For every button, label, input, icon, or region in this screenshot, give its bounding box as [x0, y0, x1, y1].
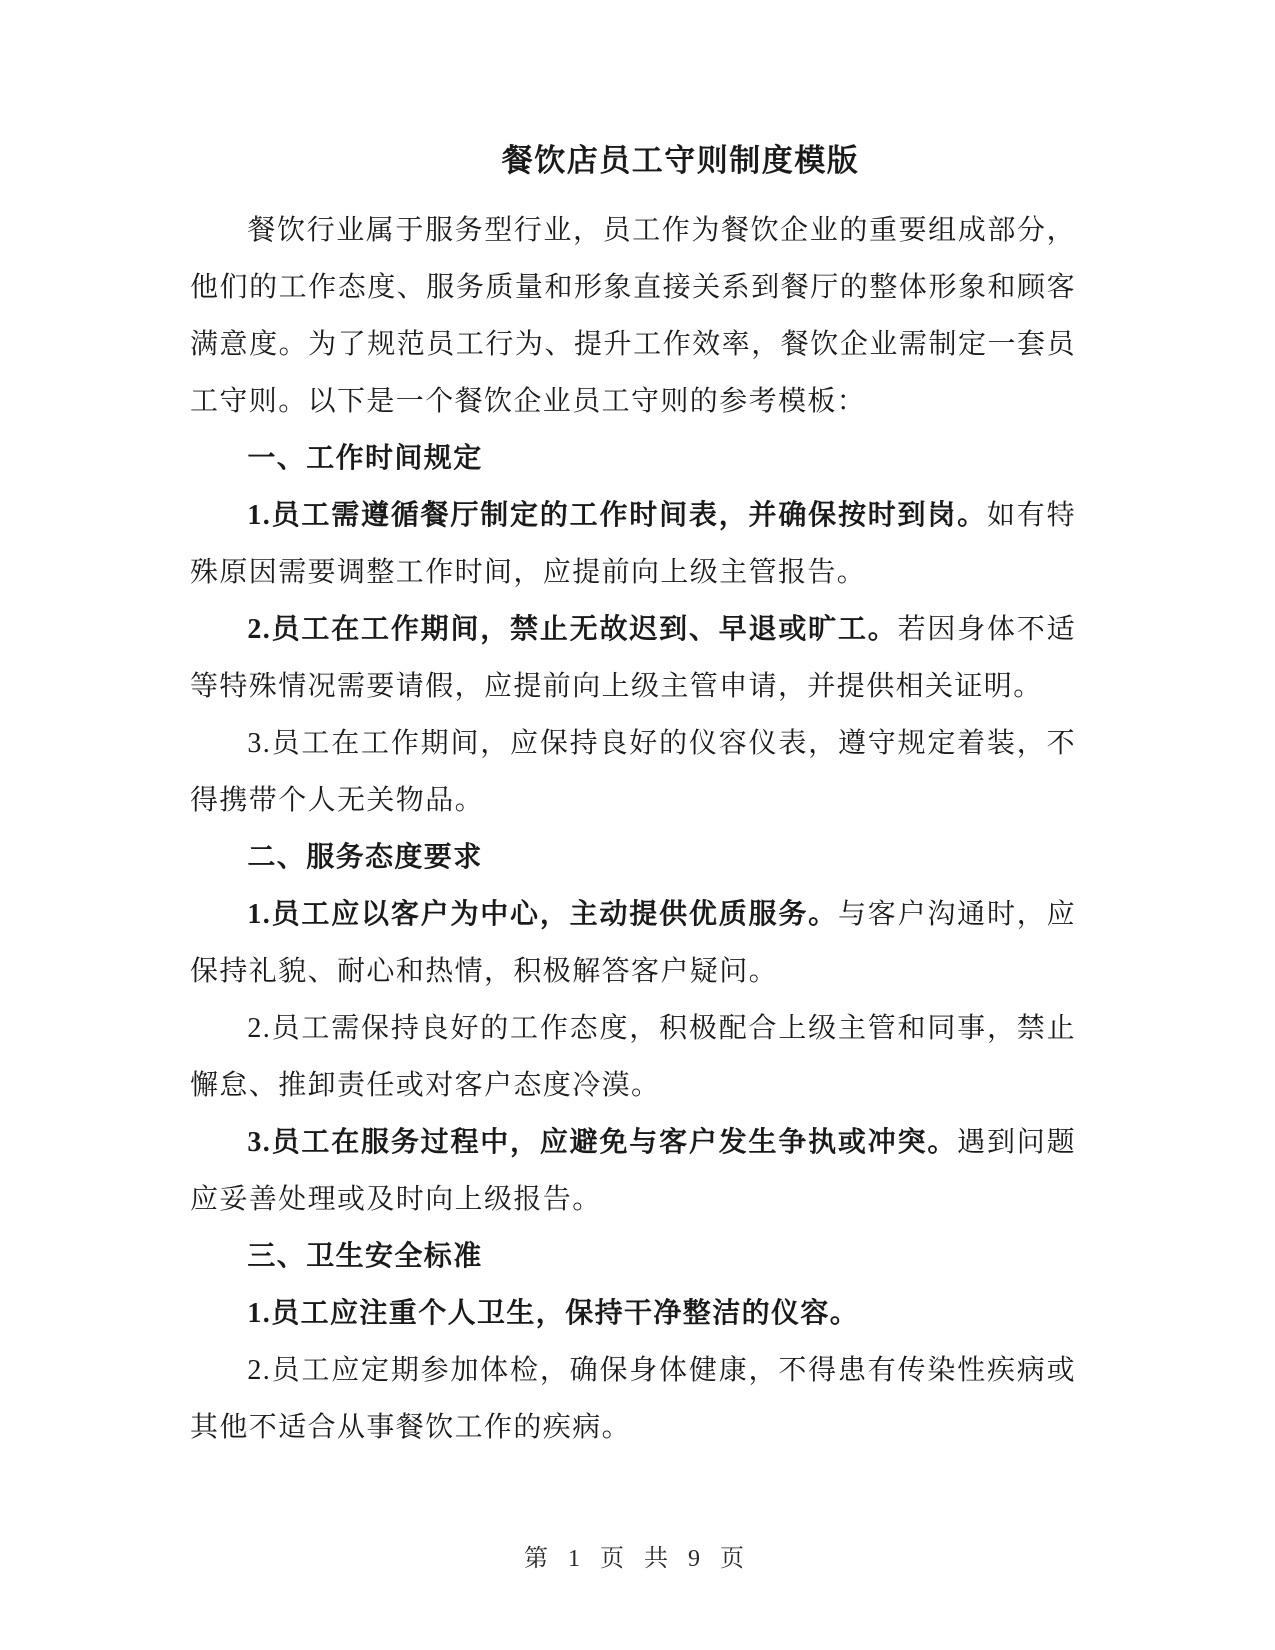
section2-item2	[190, 1000, 1076, 1114]
section1-item2	[190, 601, 1076, 715]
intro-paragraph: 餐饮行业属于服务型行业，员工作为餐饮企业的重要组成部分，他们的工作态度、服务质量和形象直接关系到餐厅的整体形象和顾客满意度。为了规范员工行为、提升工作效率，餐饮企业需制定一套员工守则。以下是一个餐饮企业员工守则的参考模板：	[190, 215, 1076, 417]
section2-item1	[190, 886, 1076, 1000]
section3-heading: 三、卫生安全标准	[247, 1241, 483, 1272]
section3-item2-rest: 2.员工应定期参加体检，确保身体健康，不得患有传染性疾病或其他不适合从事餐饮工作的疾病。	[190, 1355, 1076, 1443]
document-title: 餐饮店员工守则制度模版	[501, 143, 860, 178]
section2-heading: 二、服务态度要求	[247, 842, 483, 873]
section1-heading: 一、工作时间规定	[247, 443, 483, 474]
section2-item3-lead: 3.员工在服务过程中，应避免与客户发生争执或冲突。	[247, 1127, 958, 1158]
section1-item3-rest: 3.员工在工作期间，应保持良好的仪容仪表，遵守规定着装，不得携带个人无关物品。	[190, 728, 1076, 816]
section3-item1	[190, 1285, 1076, 1342]
section2-item3	[190, 1114, 1076, 1228]
section1-item1-lead: 1.员工需遵循餐厅制定的工作时间表，并确保按时到岗。	[247, 500, 987, 531]
section1-item1	[190, 487, 1076, 601]
section3-item2	[190, 1342, 1076, 1456]
section2-item2-rest: 2.员工需保持良好的工作态度，积极配合上级主管和同事，禁止懈怠、推卸责任或对客户态度冷漠。	[190, 1013, 1076, 1101]
section2-item3-rest: 遇到问题应妥善处理或及时向上级报告。	[190, 1127, 1076, 1215]
section3-item1-lead: 1.员工应注重个人卫生，保持干净整洁的仪容。	[247, 1298, 860, 1329]
section1-item1-rest: 如有特殊原因需要调整工作时间，应提前向上级主管报告。	[190, 500, 1076, 588]
section1-item3	[190, 715, 1076, 829]
document-body	[190, 140, 1076, 1456]
section2-item1-lead: 1.员工应以客户为中心，主动提供优质服务。	[247, 899, 838, 930]
section1-item2-lead: 2.员工在工作期间，禁止无故迟到、早退或旷工。	[247, 614, 898, 645]
page-footer	[0, 1543, 1275, 1575]
section1-item2-rest: 若因身体不适等特殊情况需要请假，应提前向上级主管申请，并提供相关证明。	[190, 614, 1077, 702]
page-number-label: 第 1 页 共 9 页	[524, 1546, 751, 1572]
section2-item1-rest: 与客户沟通时，应保持礼貌、耐心和热情，积极解答客户疑问。	[190, 899, 1077, 987]
